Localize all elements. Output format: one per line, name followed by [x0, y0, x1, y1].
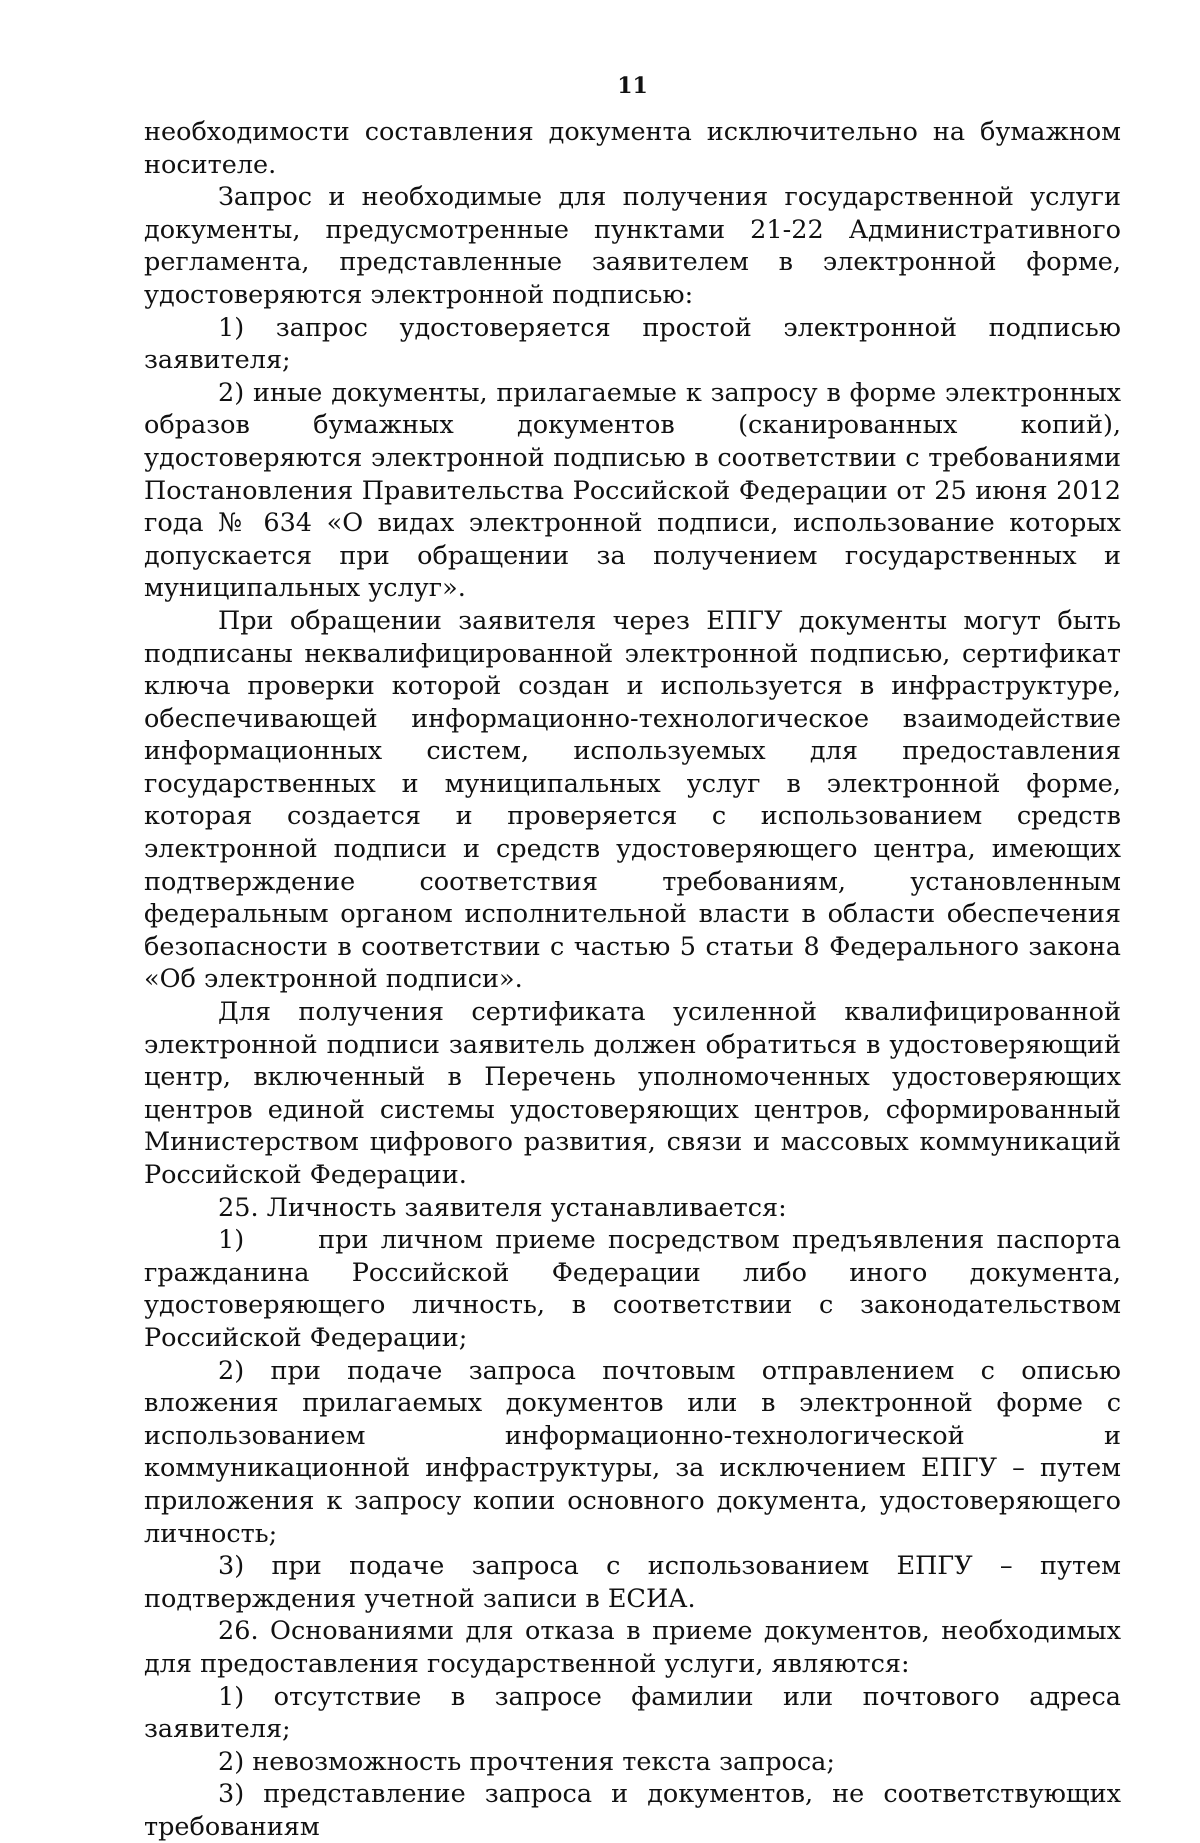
paragraph-item-2-other-documents: 2) иные документы, прилагаемые к запросу в форме электронных образов бумажных документов (сканированных копий), удостоверяются электронной подписью в соответствии с требованиями Постановления Правительства Российской Федерации от 25 июня 2012 года № 634 «О видах электронной подписи, использование которых допускается при обращении за получением государственных и муниципальных услуг».	[144, 377, 1121, 604]
paragraph-request-signature: Запрос и необходимые для получения государственной услуги документы, предусмотренные пунктами 21-22 Административного регламента, представленные заявителем в электронной форме, удостоверяются электронной подписью:	[144, 182, 1121, 310]
page-number: 11	[617, 73, 648, 99]
paragraph-certificate: Для получения сертификата усиленной квалифицированной электронной подписи заявитель должен обратиться в удостоверяющий центр, включенный в Перечень уполномоченных удостоверяющих центров единой системы удостоверяющих центров, сформированный Министерством цифрового развития, связи и массовых коммуникаций Российской Федерации.	[144, 997, 1121, 1190]
paragraph-25-item-3: 3) при подаче запроса с использованием ЕПГУ – путем подтверждения учетной записи в ЕСИА.	[144, 1551, 1121, 1614]
paragraph-section-25: 25. Личность заявителя устанавливается:	[218, 1192, 787, 1223]
document-body	[144, 116, 1130, 1843]
document-page	[144, 70, 1130, 1843]
paragraph-epgu-signature: При обращении заявителя через ЕПГУ документы могут быть подписаны неквалифицированной электронной подписью, сертификат ключа проверки которой создан и используется в инфраструктуре, обеспечивающей информационно-технологическое взаимодействие информационных систем, используемых для предоставления государственных и муниципальных услуг в электронной форме, которая создается и проверяется с использованием средств электронной подписи и средств удостоверяющего центра, имеющих подтверждение соответствия требованиям, установленным федеральным органом исполнительной власти в области обеспечения безопасности в соответствии с частью 5 статьи 8 Федерального закона «Об электронной подписи».	[144, 605, 1121, 995]
paragraph-section-26: 26. Основаниями для отказа в приеме документов, необходимых для предоставления государственной услуги, являются:	[144, 1616, 1121, 1679]
paragraph-25-item-2: 2) при подаче запроса почтовым отправлением с описью вложения прилагаемых документов или в электронной форме с использованием информационно-технологической и коммуникационной инфраструктуры, за исключением ЕПГУ – путем приложения к запросу копии основного документа, удостоверяющего личность;	[144, 1355, 1121, 1549]
paragraph-item-1-simple-signature: 1) запрос удостоверяется простой электронной подписью заявителя;	[144, 312, 1121, 376]
paragraph-continuation: необходимости составления документа исключительно на бумажном носителе.	[144, 117, 1121, 180]
paragraph-26-item-2: 2) невозможность прочтения текста запроса;	[218, 1746, 835, 1777]
paragraph-25-item-1: 1) при личном приеме посредством предъявления паспорта гражданина Российской Федерации либо иного документа, удостоверяющего личность, в соответствии с законодательством Российской Федерации;	[144, 1225, 1130, 1353]
paragraph-26-item-3: 3) представление запроса и документов, не соответствующих требованиям	[144, 1779, 1121, 1842]
paragraph-26-item-1: 1) отсутствие в запросе фамилии или почтового адреса заявителя;	[144, 1681, 1121, 1745]
